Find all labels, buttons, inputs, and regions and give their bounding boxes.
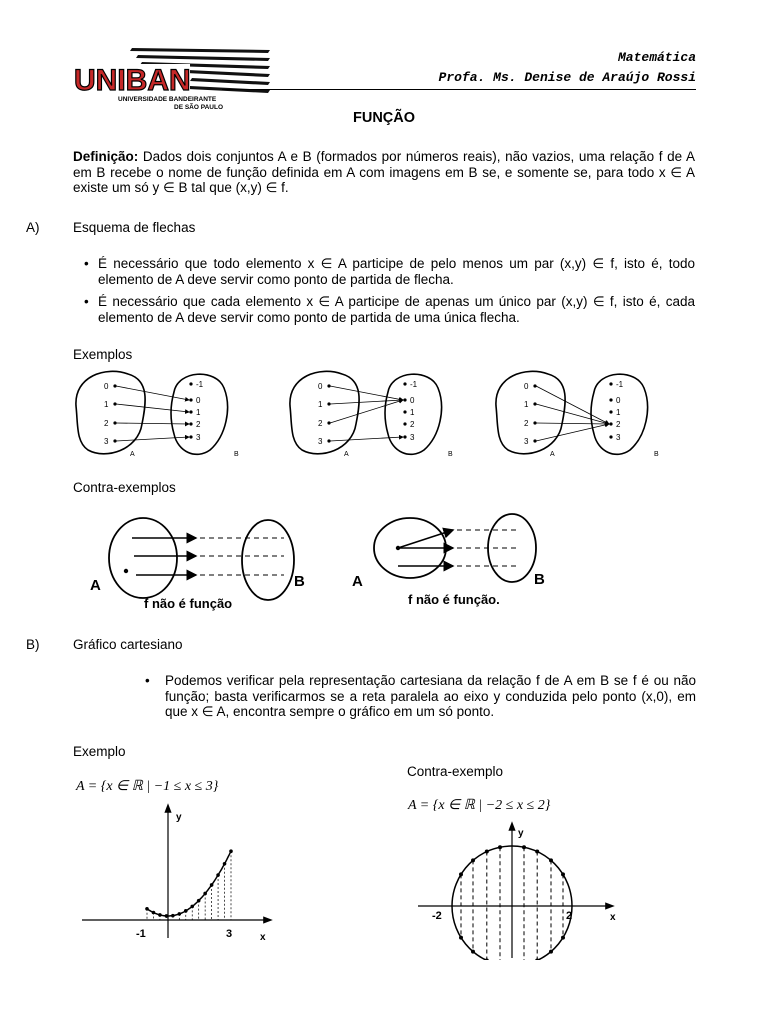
set-b-element: 3 <box>410 433 415 442</box>
section-a-title: Esquema de flechas <box>73 220 196 235</box>
arrow-diagram-counter-examples <box>88 508 548 618</box>
counter1-set-b-label: B <box>294 573 305 590</box>
set-a-element: 3 <box>104 437 109 446</box>
set-b-element: 0 <box>196 396 201 405</box>
set-b-element: -1 <box>196 380 204 389</box>
mapping-arrow <box>116 423 189 424</box>
set-a-label: A <box>550 451 555 458</box>
mapping-arrow <box>536 404 609 424</box>
graph-point <box>535 850 539 854</box>
graph-point <box>152 911 156 915</box>
section-b-title: Gráfico cartesiano <box>73 637 183 652</box>
set-a-element: 1 <box>104 400 109 409</box>
set-a-label: A <box>130 451 135 458</box>
logo-subtitle-1: UNIVERSIDADE BANDEIRANTE <box>118 96 217 103</box>
set-a-element: 2 <box>524 419 529 428</box>
set-b-element: -1 <box>410 380 418 389</box>
set-b-point <box>403 382 406 385</box>
set-b-point <box>189 398 192 401</box>
counter-example-2 <box>352 514 545 607</box>
set-b-element: 3 <box>196 433 201 442</box>
set-b-point <box>609 435 612 438</box>
graph-point <box>184 909 188 913</box>
page-title: FUNÇÃO <box>352 110 416 126</box>
counter1-caption: f não é função <box>144 596 233 611</box>
example-axis-y: y <box>176 812 182 823</box>
set-a-element: 2 <box>104 419 109 428</box>
set-a-element: 1 <box>524 400 529 409</box>
graph-point <box>561 872 565 876</box>
graph-point <box>190 905 194 909</box>
example-axis-x: x <box>260 932 266 943</box>
graph-point <box>229 849 233 853</box>
set-b-element: 2 <box>196 420 201 429</box>
mapping-arrow <box>536 424 609 441</box>
set-b-point <box>403 410 406 413</box>
graph-point <box>549 858 553 862</box>
counter-axis-y: y <box>518 828 524 839</box>
set-b-point <box>189 410 192 413</box>
set-b-point <box>403 435 406 438</box>
set-b-element: -1 <box>616 380 624 389</box>
section-b-marker: B) <box>26 637 40 652</box>
graph-point <box>459 872 463 876</box>
mapping-arrow <box>536 423 609 424</box>
example-graph <box>76 800 276 950</box>
graph-point <box>223 862 227 866</box>
bullet-icon: • <box>145 673 150 688</box>
counter-axis-x: x <box>610 912 616 923</box>
uniban-logo <box>70 42 270 114</box>
set-b-element: 1 <box>196 408 201 417</box>
set-b-element: 0 <box>410 396 415 405</box>
set-b-label: B <box>448 451 453 458</box>
examples-label: Exemplos <box>73 347 133 362</box>
counter-set-definition: A = {x ∈ ℝ | −2 ≤ x ≤ 2} <box>408 798 551 813</box>
set-b-point <box>403 422 406 425</box>
logo-subtitle-2: DE SÃO PAULO <box>174 104 223 111</box>
mapping-arrow <box>536 386 609 424</box>
set-b-point <box>403 398 406 401</box>
graph-point <box>535 958 539 960</box>
graph-point <box>549 950 553 954</box>
section-b-bullet: Podemos verificar pela representação cartesiana da relação f de A em B se f é ou não função; basta verificarmos se a reta paralela ao eixo y conduzida pelo ponto (x,0), em que x ∈ A, encontra sempre o gráfico em um só ponto. <box>165 673 696 719</box>
bullet-icon: • <box>84 256 89 271</box>
set-a-shape <box>496 371 565 453</box>
counter2-caption: f não é função. <box>408 592 500 607</box>
graph-point <box>145 907 149 911</box>
set-a-element: 0 <box>318 382 323 391</box>
graph-point <box>485 850 489 854</box>
graph-point <box>459 936 463 940</box>
mapping-arrow <box>116 404 189 412</box>
mapping-arrow <box>116 386 189 400</box>
set-b-element: 1 <box>410 408 415 417</box>
set-b-element: 0 <box>616 396 621 405</box>
set-b-element: 2 <box>616 420 621 429</box>
definition-text: Dados dois conjuntos A e B (formados por números reais), não vazios, uma relação f de A em B recebe o nome de função definida em A com imagens em B se, e somente se, para todo x ∈ A existe um só y ∈ B tal que (x,y) ∈ f. <box>73 149 695 195</box>
teacher-name: Profa. Ms. Denise de Araújo Rossi <box>438 70 696 85</box>
set-b-point <box>609 382 612 385</box>
set-b-point <box>189 435 192 438</box>
example-tick-left: -1 <box>136 928 146 940</box>
counter-example-graph <box>414 820 630 960</box>
graph-point <box>471 858 475 862</box>
arrow-diagram-2 <box>290 371 453 458</box>
set-a-label: A <box>344 451 349 458</box>
counter2-set-b-label: B <box>534 571 545 588</box>
graph-point <box>561 936 565 940</box>
set-b-point <box>189 382 192 385</box>
set-a-shape <box>76 371 145 453</box>
section-a-bullet-2: É necessário que cada elemento x ∈ A participe de apenas um único par (x,y) ∈ f, isto é, cada elemento de A deve servir como ponto de partida de uma única flecha. <box>98 294 695 325</box>
example-label: Exemplo <box>73 744 126 759</box>
arrow-diagram-1 <box>76 371 239 458</box>
graph-point <box>485 958 489 960</box>
counter-example-label: Contra-exemplo <box>407 764 504 779</box>
bullet-icon: • <box>84 294 89 309</box>
section-a-bullet-1: É necessário que todo elemento x ∈ A participe de pelo menos um par (x,y) ∈ f, isto é, todo elemento de A deve servir como ponto de partida de flecha. <box>98 256 695 287</box>
set-b-point <box>609 410 612 413</box>
set-b-element: 2 <box>410 420 415 429</box>
graph-point <box>210 883 214 887</box>
graph-point <box>197 899 201 903</box>
counter1-set-a-label: A <box>90 577 101 594</box>
set-b-point <box>609 422 612 425</box>
counter-tick-right: 2 <box>566 910 573 922</box>
graph-point <box>158 913 162 917</box>
arrow-diagram-examples <box>66 364 706 464</box>
set-a-element: 0 <box>524 382 529 391</box>
counter-example-1 <box>90 518 305 611</box>
set-b-element: 1 <box>616 408 621 417</box>
graph-point <box>171 914 175 918</box>
set-b-point <box>609 398 612 401</box>
mapping-arrow <box>330 437 403 441</box>
set-a-element: 1 <box>318 400 323 409</box>
mapping-arrow <box>330 386 403 400</box>
set-a-element: 2 <box>318 419 323 428</box>
set-b-point <box>189 422 192 425</box>
counter-tick-left: -2 <box>432 910 442 922</box>
graph-point <box>203 892 207 896</box>
definition-paragraph <box>73 149 695 196</box>
mapping-arrow <box>116 437 189 441</box>
set-b-label: B <box>234 451 239 458</box>
header-rule <box>222 89 696 90</box>
graph-point <box>165 914 169 918</box>
graph-point <box>178 912 182 916</box>
graph-point <box>522 845 526 849</box>
subject-label: Matemática <box>617 50 696 65</box>
counter2-set-a-label: A <box>352 573 363 590</box>
graph-point <box>471 950 475 954</box>
set-a-element: 0 <box>104 382 109 391</box>
set-b-element: 3 <box>616 433 621 442</box>
set-b-label: B <box>654 451 659 458</box>
counter-examples-label: Contra-exemplos <box>73 480 176 495</box>
logo-text: UNIBAN <box>74 64 191 97</box>
set-a-element: 3 <box>318 437 323 446</box>
set-a-element: 3 <box>524 437 529 446</box>
graph-point <box>498 845 502 849</box>
arrow-diagram-3 <box>496 371 659 458</box>
definition-label: Definição: <box>73 149 139 164</box>
set-a-shape <box>290 371 359 453</box>
example-set-definition: A = {x ∈ ℝ | −1 ≤ x ≤ 3} <box>76 779 219 794</box>
section-a-marker: A) <box>26 220 40 235</box>
graph-point <box>216 873 220 877</box>
example-tick-right: 3 <box>226 928 233 940</box>
